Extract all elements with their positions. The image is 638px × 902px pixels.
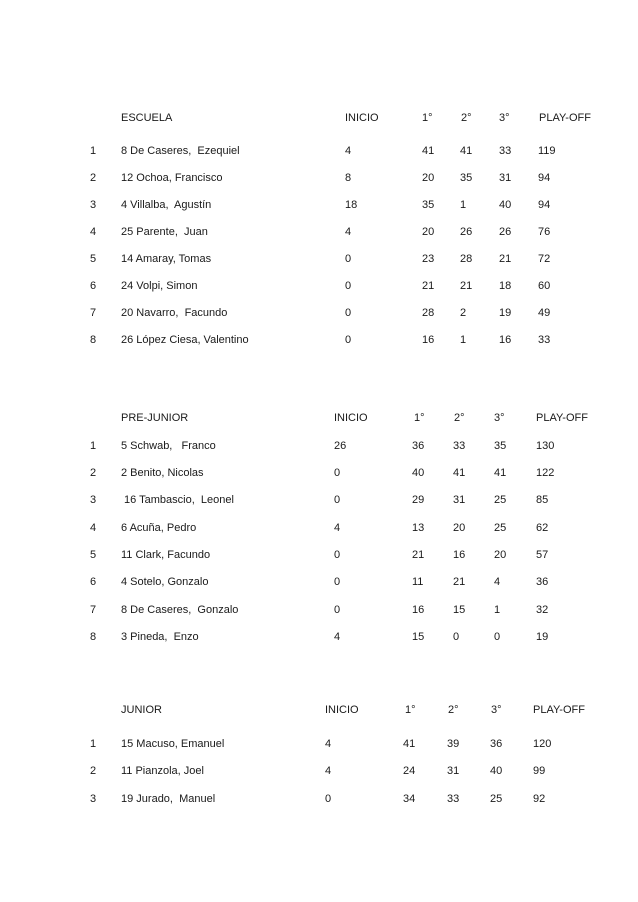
cell-name: 11 Pianzola, Joel	[121, 765, 204, 777]
cell-r3: 35	[494, 440, 507, 452]
cell-name: 4 Villalba, Agustín	[121, 199, 212, 211]
cell-r1: 15	[412, 631, 425, 643]
table-row	[0, 171, 638, 185]
cell-position: 3	[90, 793, 97, 805]
cell-name: 26 López Ciesa, Valentino	[121, 334, 249, 346]
header-inicio: INICIO	[325, 704, 359, 716]
header-r2: 2°	[448, 704, 459, 716]
header-r3: 3°	[494, 412, 505, 424]
cell-name: 5 Schwab, Franco	[121, 440, 216, 452]
cell-position: 7	[90, 604, 97, 616]
cell-inicio: 0	[334, 549, 341, 561]
table-row	[0, 493, 638, 507]
header-r2: 2°	[454, 412, 465, 424]
cell-r3: 20	[494, 549, 507, 561]
table-row	[0, 764, 638, 778]
cell-position: 2	[90, 172, 97, 184]
cell-playoff: 32	[536, 604, 549, 616]
table-row	[0, 439, 638, 453]
cell-inicio: 18	[345, 199, 358, 211]
cell-playoff: 33	[538, 334, 551, 346]
cell-inicio: 0	[325, 793, 332, 805]
cell-position: 5	[90, 549, 97, 561]
table-row	[0, 792, 638, 806]
cell-playoff: 94	[538, 172, 551, 184]
cell-r3: 4	[494, 576, 501, 588]
cell-name: 20 Navarro, Facundo	[121, 307, 228, 319]
cell-position: 2	[90, 467, 97, 479]
cell-playoff: 76	[538, 226, 551, 238]
cell-playoff: 36	[536, 576, 549, 588]
cell-r1: 35	[422, 199, 435, 211]
cell-r3: 41	[494, 467, 507, 479]
header-r1: 1°	[414, 412, 425, 424]
cell-r3: 25	[494, 522, 507, 534]
table-row	[0, 144, 638, 158]
cell-position: 1	[90, 145, 97, 157]
header-inicio: INICIO	[345, 112, 379, 124]
header-name: JUNIOR	[121, 704, 162, 716]
cell-r2: 41	[460, 145, 473, 157]
header-name: PRE-JUNIOR	[121, 412, 189, 424]
cell-r2: 31	[447, 765, 460, 777]
cell-name: 2 Benito, Nicolas	[121, 467, 204, 479]
cell-r1: 21	[422, 280, 435, 292]
table-row	[0, 548, 638, 562]
cell-r1: 16	[412, 604, 425, 616]
cell-r2: 39	[447, 738, 460, 750]
cell-r3: 21	[499, 253, 512, 265]
cell-r1: 11	[412, 576, 424, 588]
header-playoff: PLAY-OFF	[533, 704, 585, 716]
cell-r3: 25	[490, 793, 503, 805]
cell-r3: 25	[494, 494, 507, 506]
cell-playoff: 120	[533, 738, 552, 750]
cell-r2: 0	[453, 631, 460, 643]
cell-playoff: 49	[538, 307, 551, 319]
cell-name: 12 Ochoa, Francisco	[121, 172, 223, 184]
cell-position: 4	[90, 226, 97, 238]
cell-r2: 41	[453, 467, 466, 479]
cell-r2: 21	[453, 576, 466, 588]
cell-r1: 20	[422, 172, 435, 184]
cell-inicio: 0	[345, 280, 352, 292]
cell-r1: 36	[412, 440, 425, 452]
cell-r3: 1	[494, 604, 501, 616]
table-row	[0, 198, 638, 212]
cell-position: 1	[90, 440, 97, 452]
cell-r2: 33	[453, 440, 466, 452]
cell-inicio: 4	[345, 226, 352, 238]
cell-r2: 31	[453, 494, 466, 506]
cell-inicio: 0	[334, 604, 341, 616]
table-row	[0, 737, 638, 751]
cell-position: 3	[90, 199, 97, 211]
cell-playoff: 72	[538, 253, 551, 265]
header-inicio: INICIO	[334, 412, 368, 424]
cell-inicio: 26	[334, 440, 347, 452]
cell-name: 24 Volpi, Simon	[121, 280, 198, 292]
cell-r1: 28	[422, 307, 435, 319]
table-row	[0, 306, 638, 320]
table-row	[0, 225, 638, 239]
cell-inicio: 4	[345, 145, 352, 157]
header-name: ESCUELA	[121, 112, 173, 124]
cell-r2: 15	[453, 604, 466, 616]
cell-name: 15 Macuso, Emanuel	[121, 738, 225, 750]
cell-playoff: 62	[536, 522, 549, 534]
cell-name: 19 Jurado, Manuel	[121, 793, 216, 805]
cell-name: 8 De Caseres, Gonzalo	[121, 604, 239, 616]
cell-r2: 2	[460, 307, 467, 319]
cell-r3: 33	[499, 145, 512, 157]
cell-position: 1	[90, 738, 97, 750]
table-row	[0, 333, 638, 347]
cell-name: 3 Pineda, Enzo	[121, 631, 199, 643]
header-playoff: PLAY-OFF	[536, 412, 588, 424]
cell-r3: 40	[490, 765, 503, 777]
cell-inicio: 4	[325, 765, 332, 777]
cell-playoff: 99	[533, 765, 546, 777]
cell-r2: 1	[460, 199, 467, 211]
cell-r2: 21	[460, 280, 473, 292]
cell-playoff: 122	[536, 467, 555, 479]
cell-name: 11 Clark, Facundo	[121, 549, 211, 561]
cell-playoff: 60	[538, 280, 551, 292]
cell-inicio: 8	[345, 172, 352, 184]
cell-position: 6	[90, 280, 97, 292]
cell-name: 25 Parente, Juan	[121, 226, 208, 238]
cell-position: 2	[90, 765, 97, 777]
cell-position: 6	[90, 576, 97, 588]
cell-position: 5	[90, 253, 97, 265]
cell-name: 14 Amaray, Tomas	[121, 253, 212, 265]
cell-r2: 35	[460, 172, 473, 184]
cell-r1: 24	[403, 765, 416, 777]
cell-name: 4 Sotelo, Gonzalo	[121, 576, 209, 588]
cell-r2: 16	[453, 549, 466, 561]
table-header-row	[0, 703, 638, 717]
table-row	[0, 252, 638, 266]
cell-name: 6 Acuña, Pedro	[121, 522, 197, 534]
cell-r1: 13	[412, 522, 425, 534]
cell-r3: 19	[499, 307, 512, 319]
cell-r2: 26	[460, 226, 473, 238]
table-header-row	[0, 111, 638, 125]
table-row	[0, 630, 638, 644]
header-r3: 3°	[491, 704, 502, 716]
cell-r2: 20	[453, 522, 466, 534]
header-r3: 3°	[499, 112, 510, 124]
header-r2: 2°	[461, 112, 472, 124]
cell-r1: 20	[422, 226, 435, 238]
cell-playoff: 19	[536, 631, 549, 643]
cell-r1: 23	[422, 253, 435, 265]
table-row	[0, 521, 638, 535]
cell-inicio: 4	[325, 738, 332, 750]
table-header-row	[0, 411, 638, 425]
cell-inicio: 4	[334, 631, 341, 643]
cell-r1: 40	[412, 467, 425, 479]
cell-inicio: 0	[345, 307, 352, 319]
cell-position: 3	[90, 494, 97, 506]
header-r1: 1°	[405, 704, 416, 716]
table-row	[0, 466, 638, 480]
cell-r2: 28	[460, 253, 473, 265]
table-row	[0, 603, 638, 617]
cell-playoff: 94	[538, 199, 551, 211]
header-playoff: PLAY-OFF	[539, 112, 591, 124]
cell-r1: 41	[403, 738, 416, 750]
cell-inicio: 4	[334, 522, 341, 534]
cell-playoff: 57	[536, 549, 549, 561]
cell-playoff: 85	[536, 494, 549, 506]
cell-r1: 21	[412, 549, 425, 561]
cell-playoff: 92	[533, 793, 546, 805]
cell-position: 4	[90, 522, 97, 534]
cell-name: 16 Tambascio, Leonel	[121, 494, 234, 506]
header-r1: 1°	[422, 112, 433, 124]
cell-inicio: 0	[334, 576, 341, 588]
cell-r3: 18	[499, 280, 512, 292]
cell-r1: 34	[403, 793, 416, 805]
cell-r3: 26	[499, 226, 512, 238]
cell-position: 7	[90, 307, 97, 319]
cell-playoff: 130	[536, 440, 555, 452]
cell-position: 8	[90, 334, 97, 346]
cell-r2: 1	[460, 334, 467, 346]
cell-name: 8 De Caseres, Ezequiel	[121, 145, 240, 157]
cell-inicio: 0	[334, 494, 341, 506]
cell-r1: 16	[422, 334, 435, 346]
cell-r3: 31	[499, 172, 512, 184]
cell-r3: 40	[499, 199, 512, 211]
cell-r3: 16	[499, 334, 512, 346]
cell-playoff: 119	[538, 145, 556, 157]
cell-inicio: 0	[334, 467, 341, 479]
table-row	[0, 575, 638, 589]
cell-inicio: 0	[345, 334, 352, 346]
cell-r1: 29	[412, 494, 425, 506]
cell-r3: 36	[490, 738, 503, 750]
cell-r3: 0	[494, 631, 501, 643]
cell-r2: 33	[447, 793, 460, 805]
cell-r1: 41	[422, 145, 435, 157]
cell-inicio: 0	[345, 253, 352, 265]
table-row	[0, 279, 638, 293]
cell-position: 8	[90, 631, 97, 643]
